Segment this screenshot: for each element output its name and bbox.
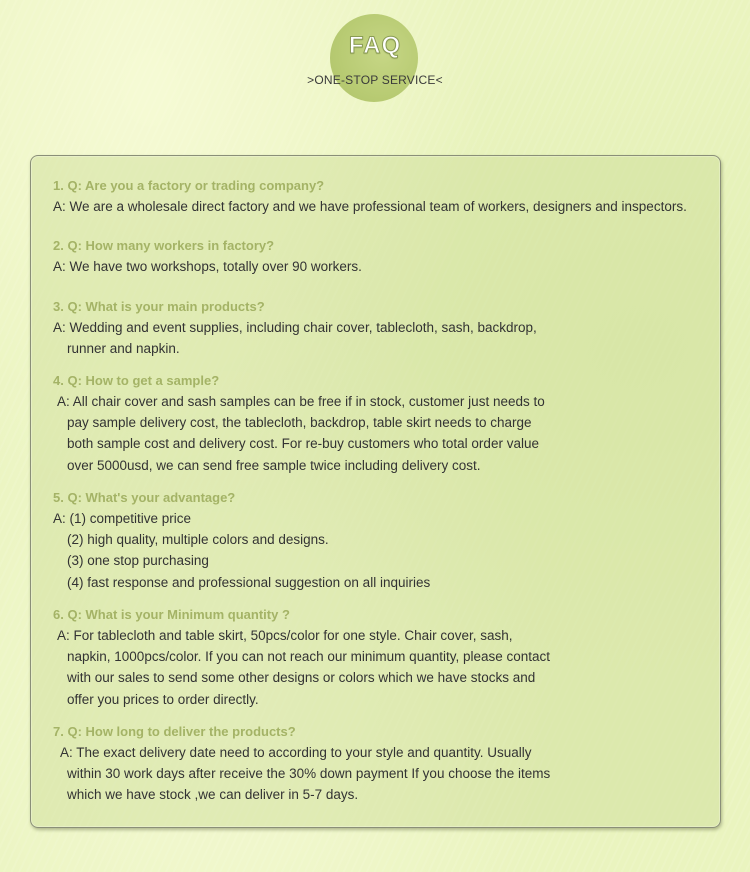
faq-question: 6. Q: What is your Minimum quantity ? xyxy=(53,607,290,622)
faq-item-4 xyxy=(53,370,713,476)
faq-question: 2. Q: How many workers in factory? xyxy=(53,238,275,253)
faq-question: 1. Q: Are you a factory or trading company? xyxy=(53,178,325,193)
faq-answer-line: A: For tablecloth and table skirt, 50pcs/color for one style. Chair cover, sash, xyxy=(57,628,513,643)
faq-item-6 xyxy=(53,604,713,710)
faq-item-3 xyxy=(53,296,713,359)
faq-question: 7. Q: How long to deliver the products? xyxy=(53,724,296,739)
faq-answer-line: which we have stock ,we can deliver in 5-7 days. xyxy=(67,787,359,803)
faq-answer-line: A: We have two workshops, totally over 90 workers. xyxy=(53,259,362,274)
page-subtitle: >ONE-STOP SERVICE< xyxy=(307,73,443,87)
faq-answer-line: offer you prices to order directly. xyxy=(67,691,259,707)
faq-item-1 xyxy=(53,175,713,217)
faq-answer-line: over 5000usd, we can send free sample twice including delivery cost. xyxy=(67,457,481,473)
page-title: FAQ xyxy=(348,32,402,59)
faq-answer-line: runner and napkin. xyxy=(67,341,180,357)
faq-answer-line: within 30 work days after receive the 30% down payment If you choose the items xyxy=(67,766,551,782)
faq-item-7 xyxy=(53,721,713,806)
faq-answer-line: A: We are a wholesale direct factory and we have professional team of workers, designers and inspectors. xyxy=(53,199,687,214)
faq-answer-line: pay sample delivery cost, the tablecloth, backdrop, table skirt needs to charge xyxy=(67,415,532,431)
faq-answer-line: A: The exact delivery date need to according to your style and quantity. Usually xyxy=(60,745,532,760)
faq-header xyxy=(0,0,750,110)
faq-answer-line: A: Wedding and event supplies, including chair cover, tablecloth, sash, backdrop, xyxy=(53,320,537,335)
faq-question: 3. Q: What is your main products? xyxy=(53,299,265,314)
faq-item-5 xyxy=(53,487,713,593)
faq-answer-line: A: (1) competitive price xyxy=(53,511,192,526)
faq-answer-line: both sample cost and delivery cost. For re-buy customers who total order value xyxy=(67,436,539,452)
faq-answer-line: napkin, 1000pcs/color. If you can not reach our minimum quantity, please contact xyxy=(67,649,551,665)
faq-item-2 xyxy=(53,235,713,277)
faq-answer-line: (2) high quality, multiple colors and designs. xyxy=(67,532,329,548)
faq-answer-line: A: All chair cover and sash samples can be free if in stock, customer just needs to xyxy=(57,394,545,409)
faq-answer-line: (3) one stop purchasing xyxy=(67,553,209,569)
faq-question: 4. Q: How to get a sample? xyxy=(53,373,220,388)
faq-answer-line: with our sales to send some other designs or colors which we have stocks and xyxy=(67,670,536,686)
faq-answer-line: (4) fast response and professional suggestion on all inquiries xyxy=(67,574,431,590)
faq-question: 5. Q: What's your advantage? xyxy=(53,490,236,505)
